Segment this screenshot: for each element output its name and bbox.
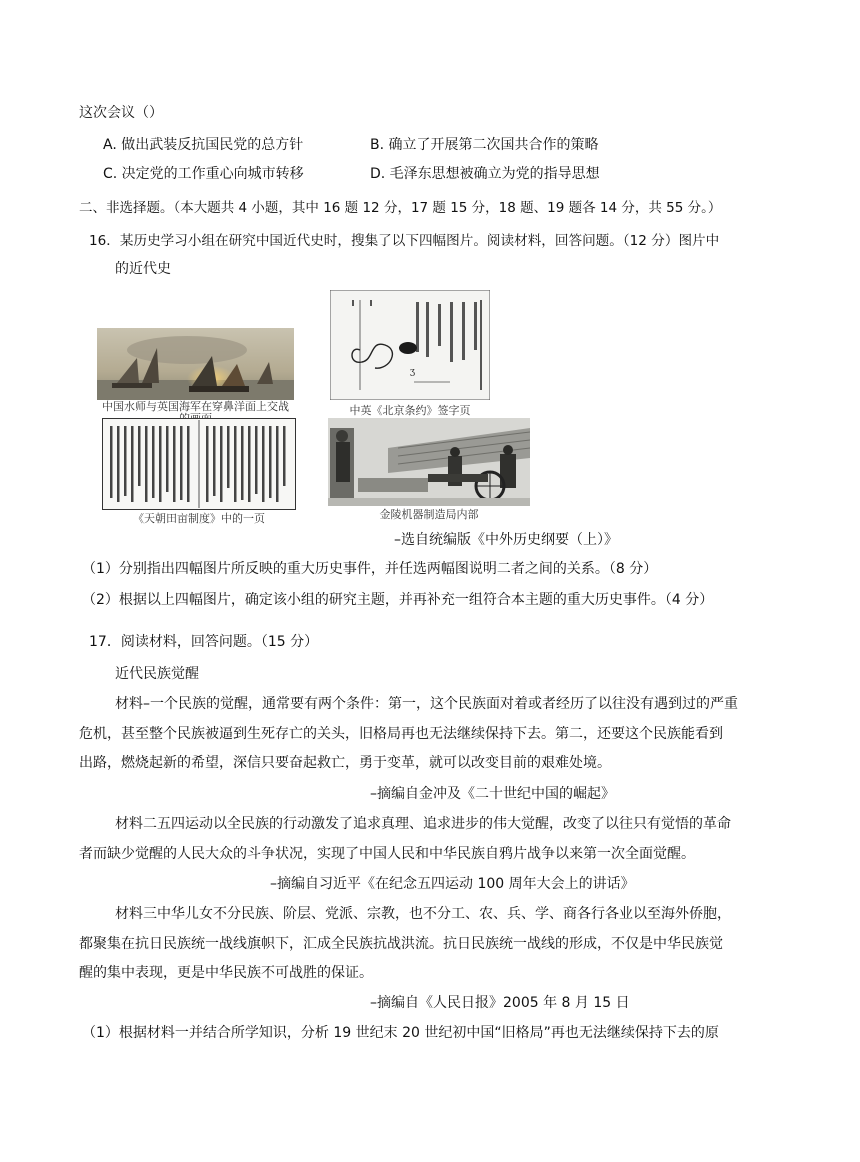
arsenal-photo-image <box>328 418 530 506</box>
q17-material3-line2: 都聚集在抗日民族统一战线旗帜下，汇成全民族抗战洪流。抗日民族统一战线的形成，不仅是中华民族觉 <box>79 936 723 952</box>
q16-subquestion-2: （2）根据以上四幅图片，确定该小组的研究主题，并再补充一组符合本主题的重大历史事件。（4 分） <box>82 592 714 608</box>
svg-text:ʒ: ʒ <box>410 367 416 377</box>
section-heading: 二、非选择题。（本大题共 4 小题，其中 16 题 12 分，17 题 15 分，18 题、19 题各 14 分，共 55 分。） <box>79 200 722 216</box>
q17-material3-line1: 材料三中华儿女不分民族、阶层、党派、宗教，也不分工、农、兵、学、商各行各业以至海外侨胞， <box>115 906 731 922</box>
q17-intro: 17．阅读材料，回答问题。（15 分） <box>89 634 319 650</box>
q15-option-d: D. 毛泽东思想被确立为党的指导思想 <box>370 166 600 182</box>
q17-material2-line2: 者而缺少觉醒的人民大众的斗争状况，实现了中国人民和中华民族自鸦片战争以来第一次全面觉醒。 <box>79 846 695 862</box>
arsenal-photo-caption: 金陵机器制造局内部 <box>379 508 479 521</box>
q16-source: –选自统编版《中外历史纲要（上）》 <box>394 532 618 548</box>
q17-material1-line2: 危机，甚至整个民族被逼到生死存亡的关头，旧格局再也无法继续保持下去。第二，还要这个民族能看到 <box>79 726 723 742</box>
q17-material1-line1: 材料–一个民族的觉醒，通常要有两个条件：第一，这个民族面对着或者经历了以往没有遇到过的严重 <box>115 696 738 712</box>
land-system-page-image <box>102 418 296 510</box>
q17-material1-source: –摘编自金冲及《二十世纪中国的崛起》 <box>370 786 615 802</box>
q17-material3-source: –摘编自《人民日报》2005 年 8 月 15 日 <box>370 995 630 1011</box>
q15-stem: 这次会议（） <box>79 105 163 121</box>
q16-intro-line2: 的近代史 <box>115 261 171 277</box>
q17-material3-line3: 醒的集中表现，更是中华民族不可战胜的保证。 <box>79 965 373 981</box>
q15-option-c: C. 决定党的工作重心向城市转移 <box>103 166 304 182</box>
q15-option-a: A. 做出武装反抗国民党的总方针 <box>103 137 304 153</box>
naval-battle-caption-text: 中国水师与英国海军在穿鼻洋面上交战 <box>102 400 289 413</box>
treaty-page-caption: 中英《北京条约》签字页 <box>349 404 471 417</box>
q16-intro-line1: 16．某历史学习小组在研究中国近代史时，搜集了以下四幅图片。阅读材料，回答问题。（12 分）图片中 <box>89 233 720 249</box>
q17-subquestion-1: （1）根据材料一并结合所学知识，分析 19 世纪末 20 世纪初中国“旧格局”再也无法继续保持下去的原 <box>82 1025 719 1041</box>
q17-material1-line3: 出路，燃烧起新的希望，深信只要奋起救亡，勇于变革，就可以改变目前的艰难处境。 <box>79 755 611 771</box>
q17-material2-source: –摘编自习近平《在纪念五四运动 100 周年大会上的讲话》 <box>270 876 635 892</box>
land-system-page-caption: 《天朝田亩制度》中的一页 <box>133 512 265 525</box>
q17-material2-line1: 材料二五四运动以全民族的行动激发了追求真理、追求进步的伟大觉醒，改变了以往只有觉悟的革命 <box>115 816 731 832</box>
q15-option-b: B. 确立了开展第二次国共合作的策略 <box>370 137 599 153</box>
q16-subquestion-1: （1）分别指出四幅图片所反映的重大历史事件，并任选两幅图说明二者之间的关系。（8 分） <box>82 561 658 577</box>
q17-title: 近代民族觉醒 <box>115 666 199 682</box>
naval-battle-image <box>97 328 294 400</box>
treaty-page-image <box>330 290 490 400</box>
